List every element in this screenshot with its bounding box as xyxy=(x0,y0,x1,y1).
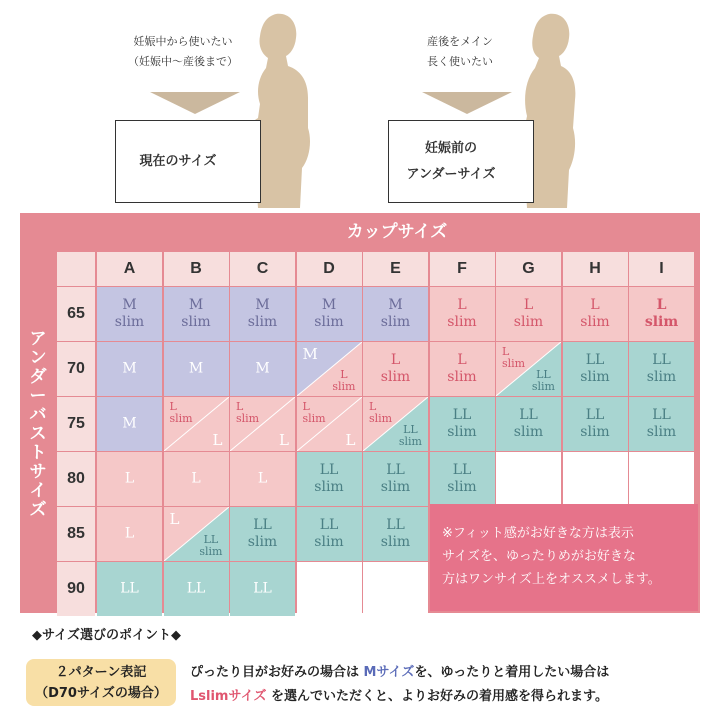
desc-text: を、ゆったりと着用したい場合は xyxy=(414,665,610,680)
size-label: M slim xyxy=(247,297,278,330)
split-top-label: L slim xyxy=(236,400,260,425)
down-arrow-icon xyxy=(150,92,240,114)
desc-text: を選んでいただくと、よりお好みの着用感を得られます。 xyxy=(266,689,608,704)
guide-right-line2: 長く使いたい xyxy=(427,55,493,68)
size-cell-c70 xyxy=(230,342,295,396)
size-label: L xyxy=(257,470,268,487)
size-cell-c90 xyxy=(230,562,295,616)
size-label: LL slim xyxy=(380,462,411,495)
split-bottom-label: L xyxy=(279,431,289,449)
band-header-85: 85 xyxy=(57,507,95,561)
size-label: LL slim xyxy=(447,407,477,440)
size-label: L slim xyxy=(380,352,411,385)
split-bottom-label: LL slim xyxy=(199,533,223,558)
size-cell-i65 xyxy=(629,287,694,341)
size-cell-e85 xyxy=(363,507,428,561)
cup-size-title: カップサイズ xyxy=(346,222,448,242)
size-cell-a65 xyxy=(97,287,162,341)
desc-line2 xyxy=(190,685,710,709)
split-top-label: L slim xyxy=(169,400,193,425)
fit-note xyxy=(430,504,698,611)
band-header-75: 75 xyxy=(57,397,95,451)
cup-header-b: B xyxy=(164,252,229,286)
cup-header-h: H xyxy=(563,252,628,286)
size-cell-f70 xyxy=(430,342,495,396)
cup-header-i: I xyxy=(629,252,694,286)
size-label: M xyxy=(188,360,204,377)
size-cell-b70 xyxy=(164,342,229,396)
split-top-label: L slim xyxy=(502,345,526,370)
size-cell-a80 xyxy=(97,452,162,506)
size-label: L slim xyxy=(447,352,477,385)
down-arrow-icon xyxy=(422,92,512,114)
m-size-highlight: Mサイズ xyxy=(363,665,415,680)
band-header-80: 80 xyxy=(57,452,95,506)
cup-header-g: G xyxy=(496,252,561,286)
size-cell-f75 xyxy=(430,397,495,451)
split-top-label: L slim xyxy=(369,400,393,425)
desc-line1 xyxy=(190,661,710,685)
size-label: L xyxy=(124,525,135,542)
size-label: L xyxy=(124,470,135,487)
size-cell-e90 xyxy=(363,562,428,616)
size-cell-d70 xyxy=(297,342,362,396)
size-label: LL slim xyxy=(513,407,544,440)
size-label: L xyxy=(191,470,201,487)
size-cell-a70 xyxy=(97,342,162,396)
pre-pregnancy-size-box xyxy=(388,120,534,203)
size-label: LL slim xyxy=(646,352,677,385)
size-cell-c85 xyxy=(230,507,295,561)
size-label: M slim xyxy=(380,297,411,330)
size-cell-g65 xyxy=(496,287,561,341)
two-pattern-badge xyxy=(26,659,176,706)
size-cell-i75 xyxy=(629,397,694,451)
size-cell-c80 xyxy=(230,452,295,506)
underbust-size-title: アンダーバストサイズ xyxy=(29,329,47,520)
band-header-90: 90 xyxy=(57,562,95,616)
size-label: L slim xyxy=(580,297,610,330)
guide-left-line1: 妊娠中から使いたい xyxy=(133,35,233,48)
size-cell-e80 xyxy=(363,452,428,506)
size-cell-e70 xyxy=(363,342,428,396)
band-header-70: 70 xyxy=(57,342,95,396)
size-cell-b85 xyxy=(164,507,229,561)
size-cell-g80 xyxy=(496,452,561,506)
cup-header-e: E xyxy=(363,252,428,286)
desc-text: ぴったり目がお好みの場合は xyxy=(190,665,364,680)
size-cell-d75 xyxy=(297,397,362,451)
size-label: LL xyxy=(253,580,272,597)
size-cell-d65 xyxy=(297,287,362,341)
guide-right-text xyxy=(395,32,525,72)
size-label: LL xyxy=(120,580,139,597)
size-cell-d85 xyxy=(297,507,362,561)
size-label: M slim xyxy=(114,297,145,330)
size-label: M xyxy=(255,360,270,377)
split-top-label: L slim xyxy=(302,400,326,425)
lslim-size-highlight: Lslimサイズ xyxy=(190,689,267,704)
size-cell-g70 xyxy=(496,342,561,396)
corner-header-cell xyxy=(57,252,95,286)
band-header-65: 65 xyxy=(57,287,95,341)
size-cell-b65 xyxy=(164,287,229,341)
size-cell-b80 xyxy=(164,452,229,506)
size-label: M slim xyxy=(181,297,211,330)
current-size-label: 現在のサイズ xyxy=(139,153,217,169)
guide-left-line2: （妊娠中～産後まで） xyxy=(128,55,238,68)
size-label: M slim xyxy=(314,297,344,330)
size-label: M xyxy=(122,360,137,377)
size-label: LL xyxy=(186,580,206,597)
size-cell-h75 xyxy=(563,397,628,451)
cup-header-d: D xyxy=(297,252,362,286)
size-cell-g75 xyxy=(496,397,561,451)
split-top-label: M xyxy=(302,345,318,363)
split-bottom-label: LL slim xyxy=(531,368,555,393)
size-cell-d90 xyxy=(297,562,362,616)
guide-left-text xyxy=(118,32,248,72)
size-label: LL slim xyxy=(646,407,677,440)
size-cell-h70 xyxy=(563,342,628,396)
fit-note-line: サイズを、ゆったりめがお好きな xyxy=(442,549,636,564)
pre-pregnancy-line2: アンダーサイズ xyxy=(406,166,496,182)
size-label: LL slim xyxy=(380,517,411,550)
size-label: LL slim xyxy=(247,517,278,550)
size-cell-f80 xyxy=(430,452,495,506)
size-cell-b75 xyxy=(164,397,229,451)
size-label: L slim xyxy=(513,297,544,330)
split-bottom-label: L xyxy=(212,431,223,449)
cup-header-c: C xyxy=(230,252,295,286)
pre-pregnancy-line1: 妊娠前の xyxy=(424,140,477,156)
cup-header-a: A xyxy=(97,252,162,286)
size-cell-c65 xyxy=(230,287,295,341)
size-label: M xyxy=(122,415,137,432)
size-cell-e75 xyxy=(363,397,428,451)
size-cell-a90 xyxy=(97,562,162,616)
cup-header-f: F xyxy=(430,252,495,286)
fit-note-line: 方はワンサイズ上をオススメします。 xyxy=(442,572,661,587)
size-tips-title: ◆サイズ選びのポイント◆ xyxy=(32,628,181,643)
badge-line2: （D70サイズの場合） xyxy=(35,686,167,701)
badge-line1: ２パターン表記 xyxy=(55,665,147,680)
size-cell-i80 xyxy=(629,452,694,506)
size-cell-c75 xyxy=(230,397,295,451)
size-label: LL slim xyxy=(447,462,477,495)
size-cell-h65 xyxy=(563,287,628,341)
size-cell-e65 xyxy=(363,287,428,341)
split-top-label: L xyxy=(169,510,180,528)
size-cell-b90 xyxy=(164,562,229,616)
split-bottom-label: L xyxy=(345,431,356,449)
size-cell-i70 xyxy=(629,342,694,396)
size-label: L slim xyxy=(644,297,679,330)
size-label: LL slim xyxy=(314,462,344,495)
split-bottom-label: L slim xyxy=(332,368,356,393)
size-cell-d80 xyxy=(297,452,362,506)
guide-right-line1: 産後をメイン xyxy=(427,35,493,48)
size-cell-a75 xyxy=(97,397,162,451)
split-bottom-label: LL slim xyxy=(398,423,422,448)
current-size-box xyxy=(115,120,261,203)
size-cell-f65 xyxy=(430,287,495,341)
size-cell-a85 xyxy=(97,507,162,561)
size-tips-description xyxy=(190,661,710,709)
fit-note-line: ※フィット感がお好きな方は表示 xyxy=(442,526,634,541)
size-label: LL slim xyxy=(580,352,610,385)
size-label: LL slim xyxy=(580,407,610,440)
size-cell-h80 xyxy=(563,452,628,506)
size-label: LL slim xyxy=(314,517,344,550)
size-label: L slim xyxy=(447,297,477,330)
